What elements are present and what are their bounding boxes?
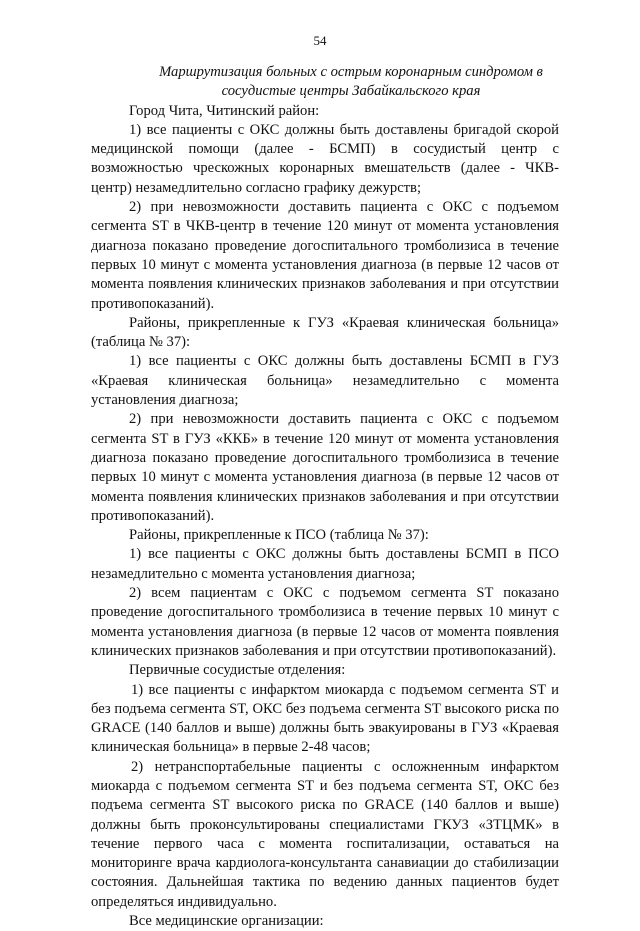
paragraph-city-item-2: 2) при невозможности доставить пациента с ОКС с подъемом сегмента ST в ЧКВ-центр в течение 120 минут от момента установления диагноза показано проведение догоспитального тромболизиса в течение первых 10 минут с момента установления диагноза (в первые 12 часов от момента появления клинических признаков заболевания и при отсутствии противопоказаний). — [91, 199, 559, 312]
paragraph-city-item-1: 1) все пациенты с ОКС должны быть доставлены бригадой скорой медицинской помощи (далее - БСМП) в сосудистый центр с возможностью чрескожных коронарных вмешательств (далее - ЧКВ-центр) незамедлительно согласно графику дежурств; — [91, 121, 559, 196]
section-heading-line-1: Маршрутизация больных с острым коронарным синдромом в — [159, 64, 543, 80]
paragraph-city-header: Город Чита, Читинский район: — [129, 102, 320, 119]
paragraph-pso-item-2: 2) всем пациентам с ОКС с подъемом сегмента ST показано проведение догоспитального тромболизиса в течение первых 10 минут с момента установления диагноза (в первые 12 часов от момента появления клинических признаков заболевания и при отсутствии противопоказаний). — [91, 585, 559, 659]
paragraph-primary-header: Первичные сосудистые отделения: — [129, 662, 346, 679]
paragraph-kkb-item-2: 2) при невозможности доставить пациента с ОКС с подъемом сегмента ST в ГУЗ «ККБ» в течение 120 минут от момента установления диагноза показано проведение догоспитального тромболизиса в течение первых 10 минут с момента установления диагноза (в первые 12 часов от момента появления клинических признаков заболевания и при отсутствии противопоказаний). — [91, 411, 559, 524]
paragraph-all-organizations: Все медицинские организации: — [129, 913, 324, 930]
paragraph-pso-header: Районы, прикрепленные к ПСО (таблица № 37): — [129, 527, 429, 544]
page-number: 54 — [313, 33, 327, 48]
paragraph-primary-item-1: 1) все пациенты с инфарктом миокарда с подъемом сегмента ST и без подъема сегмента ST, ОКС без подъема сегмента ST высокого риска по GRACE (140 баллов и выше) должны быть эвакуированы в ГУЗ «Краевая клиническая больница» в первые 2-48 часов; — [91, 681, 559, 756]
paragraph-kkb-item-1: 1) все пациенты с ОКС должны быть доставлены БСМП в ГУЗ «Краевая клиническая больница» незамедлительно с момента установления диагноза; — [91, 353, 559, 409]
section-heading-line-2: сосудистые центры Забайкальского края — [221, 83, 481, 100]
paragraph-primary-item-2: 2) нетранспортабельные пациенты с осложненным инфарктом миокарда с подъемом сегмента ST и без подъема сегмента ST, ОКС без подъема сегмента ST высокого риска по GRACE (140 баллов и выше) должны быть проконсультированы специалистами ГКУЗ «ЗТЦМК» в течение первого часа с момента госпитализации, оставаться на мониторинге врача кардиолога-консультанта санавиации до стабилизации состояния. Дальнейшая тактика по ведению данных пациентов будет определяться индивидуально. — [91, 758, 559, 910]
section-heading — [131, 63, 571, 102]
paragraph-kkb-header: Районы, прикрепленные к ГУЗ «Краевая клиническая больница» (таблица № 37): — [91, 314, 559, 351]
paragraph-pso-item-1: 1) все пациенты с ОКС должны быть доставлены БСМП в ПСО незамедлительно с момента установления диагноза; — [91, 546, 559, 582]
document-body — [91, 63, 559, 931]
